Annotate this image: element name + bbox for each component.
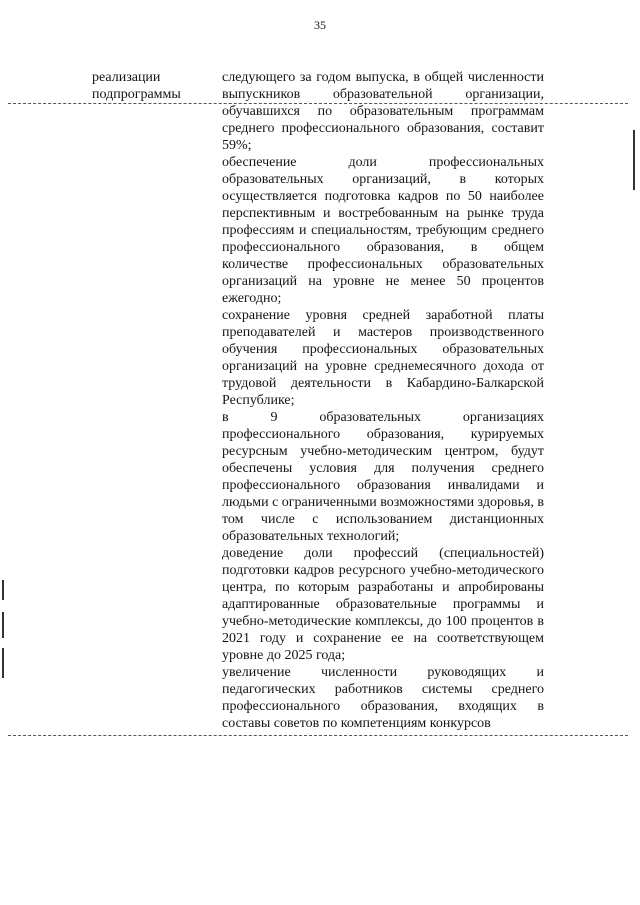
page-number: 35 <box>314 18 326 32</box>
left-column-line-1: реализации <box>92 70 161 85</box>
paragraph-adapted-programs: доведение доли профессий (специальностей) подготовки кадров ресурсного учебно-методического центра, по которым разработаны и апробированы адаптированные образовательные программы и учебно-методические комплексы, до 100 процентов в 2021 году и сохранение ее на соответствующем уровне до 2025 года; <box>222 546 544 663</box>
margin-mark-left-2 <box>2 612 4 638</box>
margin-mark-left-3 <box>2 648 4 678</box>
paragraph-organizations-share: обеспечение доли профессиональных образовательных организаций, в которых осуществляется подготовка кадров по 50 наиболее перспективным и востребованным на рынке труда профессиям и специальностям, требующим среднего профессионального образования, в общем количестве профессиональных образовательных организаций на уровне не менее 50 процентов ежегодно; <box>222 155 544 306</box>
table-rule-bottom <box>8 735 628 736</box>
margin-mark-right <box>633 130 635 190</box>
paragraph-salary: сохранение уровня средней заработной платы преподавателей и мастеров производственного обучения профессиональных образовательных организаций на уровне среднемесячного дохода от трудовой деятельности в Кабардино-Балкарской Республике; <box>222 308 544 408</box>
margin-mark-left-1 <box>2 580 4 600</box>
paragraph-competence-councils: увеличение численности руководящих и педагогических работников системы среднего профессионального образования, входящих в составы советов по компетенциям конкурсов <box>222 665 544 731</box>
left-column-line-2: подпрограммы <box>92 87 181 102</box>
left-column <box>92 69 207 103</box>
paragraph-graduates: следующего за годом выпуска, в общей численности выпускников образовательной организации, обучавшихся по образовательным программам среднего профессионального образования, составит 59%; <box>222 70 544 153</box>
right-column <box>222 69 544 732</box>
table-rule-top <box>8 103 628 104</box>
paragraph-disabled-education: в 9 образовательных организациях профессионального образования, курируемых ресурсным учебно-методическим центром, будут обеспечены условия для получения среднего профессионального образования инвалидами и людьми с ограниченными возможностями здоровья, в том числе с использованием дистанционных образовательных технологий; <box>222 410 544 544</box>
